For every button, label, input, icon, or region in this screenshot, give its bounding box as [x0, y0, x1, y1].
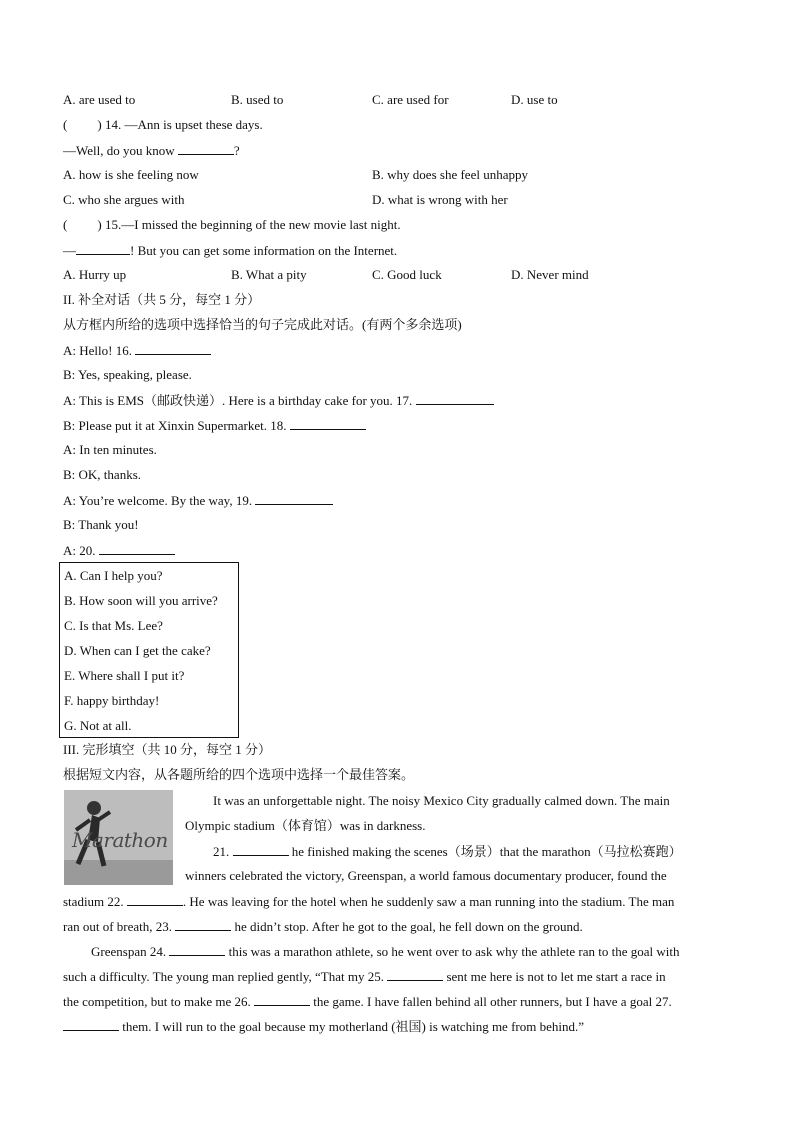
passage-text: them. I will run to the goal because my motherland (祖国) is watching me from behind.” [122, 1019, 584, 1034]
choice-g: G. Not at all. [64, 718, 132, 733]
passage-line-8 [63, 968, 666, 985]
blank-16 [135, 342, 211, 355]
blank-label-25: such a difficulty. The young man replied gently, “That my 25. [63, 969, 384, 984]
blank-21 [233, 843, 289, 856]
dialogue-line-4 [63, 417, 366, 434]
blank-label-21: 21. [213, 844, 230, 859]
q14-paren-open: ( [63, 117, 68, 132]
q15-option-a: A. Hurry up [63, 267, 127, 282]
q13-option-a: A. are used to [63, 92, 136, 107]
q15-blank [76, 242, 130, 255]
q13-option-d: D. use to [511, 92, 558, 107]
blank-19 [255, 492, 333, 505]
passage-line-4: winners celebrated the victory, Greenspan, a world famous documentary producer, found the [185, 868, 667, 883]
passage-line-2: Olympic stadium（体育馆）was in darkness. [185, 818, 426, 833]
dialogue-text: A: 20. [63, 543, 96, 558]
blank-label-26: the competition, but to make me 26. [63, 994, 251, 1009]
blank-20 [99, 542, 175, 555]
section3-heading: III. 完形填空（共 10 分，每空 1 分） [63, 742, 271, 757]
choice-e: E. Where shall I put it? [64, 668, 185, 683]
dialogue-line-5: A: In ten minutes. [63, 442, 157, 457]
choice-a: A. Can I help you? [64, 568, 163, 583]
q14-option-c: C. who she argues with [63, 192, 185, 207]
q13-option-b: B. used to [231, 92, 284, 107]
blank-23 [175, 918, 231, 931]
passage-line-5 [63, 893, 674, 910]
passage-text: he finished making the scenes（场景）that the marathon（马拉松赛跑） [291, 844, 682, 859]
passage-text: this was a marathon athlete, so he went over to ask why the athlete ran to the goal with [228, 944, 680, 959]
choices-box [59, 562, 239, 738]
q14-stem-text: 14. —Ann is upset these days. [104, 117, 263, 132]
dialogue-line-8: B: Thank you! [63, 517, 139, 532]
dialogue-line-3 [63, 392, 494, 409]
section2-heading: II. 补全对话（共 5 分，每空 1 分） [63, 292, 261, 307]
choice-b: B. How soon will you arrive? [64, 593, 218, 608]
dialogue-text: A: Hello! 16. [63, 343, 132, 358]
q14-reply-text: —Well, do you know [63, 143, 175, 158]
blank-27 [63, 1018, 119, 1031]
q15-option-c: C. Good luck [372, 267, 442, 282]
passage-text: the game. I have fallen behind all other runners, but I have a goal 27. [313, 994, 672, 1009]
q14-reply-end: ? [233, 143, 240, 158]
section3-instruction: 根据短文内容，从各题所给的四个选项中选择一个最佳答案。 [63, 767, 415, 782]
dialogue-line-9 [63, 542, 175, 559]
dialogue-text: B: Please put it at Xinxin Supermarket. 18. [63, 418, 287, 433]
passage-line-3 [213, 843, 682, 860]
q14-option-a: A. how is she feeling now [63, 167, 199, 182]
dialogue-line-7 [63, 492, 333, 509]
blank-24 [169, 943, 225, 956]
choice-c: C. Is that Ms. Lee? [64, 618, 163, 633]
q15-reply-dash: — [63, 243, 76, 258]
blank-25 [387, 968, 443, 981]
blank-label-23: ran out of breath, 23. [63, 919, 173, 934]
q15-stem-text: 15.—I missed the beginning of the new movie last night. [104, 217, 401, 232]
blank-17 [416, 392, 494, 405]
choice-f: F. happy birthday! [64, 693, 160, 708]
passage-text: he didn’t stop. After he got to the goal, he fell down on the ground. [234, 919, 583, 934]
q14-stem [63, 117, 263, 133]
section2-instruction: 从方框内所给的选项中选择恰当的句子完成此对话。(有两个多余选项) [63, 317, 462, 332]
q15-option-d: D. Never mind [511, 267, 589, 282]
q15-reply-text: ! But you can get some information on the Internet. [130, 243, 398, 258]
dialogue-text: A: This is EMS（邮政快递）. Here is a birthday cake for you. 17. [63, 393, 413, 408]
passage-text: sent me here is not to let me start a race in [446, 969, 666, 984]
dialogue-text: A: You’re welcome. By the way, 19. [63, 493, 253, 508]
dialogue-line-2: B: Yes, speaking, please. [63, 367, 192, 382]
dialogue-line-6: B: OK, thanks. [63, 467, 141, 482]
q15-option-b: B. What a pity [231, 267, 307, 282]
q14-option-b: B. why does she feel unhappy [372, 167, 528, 182]
blank-22 [127, 893, 183, 906]
blank-18 [290, 417, 366, 430]
blank-label-24: Greenspan 24. [91, 944, 167, 959]
passage-line-6 [63, 918, 583, 935]
q15-reply [63, 242, 397, 259]
passage-line-9 [63, 993, 672, 1010]
q14-option-d: D. what is wrong with her [372, 192, 508, 207]
blank-label-22: stadium 22. [63, 894, 124, 909]
photo-caption: Marathon [72, 828, 168, 852]
q14-blank [178, 142, 234, 155]
choice-d: D. When can I get the cake? [64, 643, 211, 658]
q15-paren-open: ( [63, 217, 68, 232]
q13-option-c: C. are used for [372, 92, 449, 107]
dialogue-line-1 [63, 342, 211, 359]
passage-line-7 [91, 943, 680, 960]
passage-text: . He was leaving for the hotel when he suddenly saw a man running into the stadium. The man [182, 894, 675, 909]
q15-stem [63, 217, 401, 233]
q14-reply [63, 142, 240, 159]
q14-paren-close: ) [97, 117, 102, 132]
marathon-photo [64, 790, 173, 885]
passage-line-1: It was an unforgettable night. The noisy Mexico City gradually calmed down. The main [213, 793, 670, 808]
passage-line-10 [63, 1018, 584, 1035]
blank-26 [254, 993, 310, 1006]
q15-paren-close: ) [97, 217, 102, 232]
